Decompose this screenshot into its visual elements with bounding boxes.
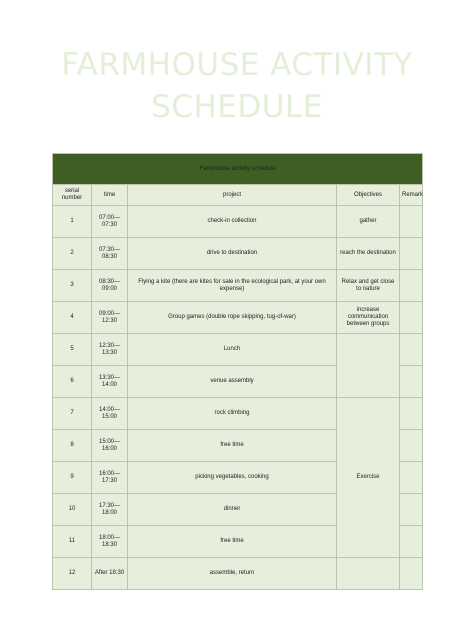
cell-remark (400, 494, 423, 526)
table-row (53, 398, 423, 430)
cell-objective: increase communication between groups (337, 302, 400, 334)
table-caption-row (53, 154, 423, 185)
cell-objective: Relax and get close to nature (337, 270, 400, 302)
cell-serial: 8 (53, 430, 92, 462)
page-title-line-1: FARMHOUSE ACTIVITY (61, 47, 413, 83)
cell-serial: 12 (53, 558, 92, 590)
cell-remark (400, 334, 423, 366)
cell-time: 07:00—07:30 (92, 206, 128, 238)
cell-remark (400, 462, 423, 494)
schedule-table (52, 153, 423, 590)
cell-time: 07:30—08:30 (92, 238, 128, 270)
cell-project: free time (128, 430, 337, 462)
table-row (53, 334, 423, 366)
page-title-line-2: SCHEDULE (151, 89, 323, 125)
cell-time: 12:30—13:30 (92, 334, 128, 366)
table-row (53, 558, 423, 590)
cell-time: 09:00—12:30 (92, 302, 128, 334)
cell-project: dinner (128, 494, 337, 526)
cell-project: Flying a kite (there are kites for sale in the ecological park, at your own expense) (128, 270, 337, 302)
cell-project: Lunch (128, 334, 337, 366)
cell-serial: 3 (53, 270, 92, 302)
header-project: project (128, 185, 337, 206)
cell-serial: 4 (53, 302, 92, 334)
cell-objective: gather (337, 206, 400, 238)
table-header-row (53, 185, 423, 206)
cell-time: 08:30—09:00 (92, 270, 128, 302)
table-row (53, 302, 423, 334)
cell-time: 17:30—18:00 (92, 494, 128, 526)
cell-objective (337, 558, 400, 590)
cell-project: check-in collection (128, 206, 337, 238)
cell-project: assemble, return (128, 558, 337, 590)
header-remark: Remark (400, 185, 423, 206)
cell-time: 18:00—18:30 (92, 526, 128, 558)
table-row (53, 206, 423, 238)
cell-project: Group games (double rope skipping, tug-of-war) (128, 302, 337, 334)
cell-project: drive to destination (128, 238, 337, 270)
cell-remark (400, 558, 423, 590)
cell-time: After 18:30 (92, 558, 128, 590)
cell-remark (400, 302, 423, 334)
cell-serial: 7 (53, 398, 92, 430)
cell-remark (400, 430, 423, 462)
cell-project: venue assembly (128, 366, 337, 398)
table-row (53, 238, 423, 270)
cell-serial: 6 (53, 366, 92, 398)
cell-objective-merged (337, 334, 400, 398)
page-title (0, 44, 474, 128)
cell-remark (400, 206, 423, 238)
cell-project: free time (128, 526, 337, 558)
cell-time: 14:00—15:00 (92, 398, 128, 430)
cell-time: 15:00—16:00 (92, 430, 128, 462)
header-time: time (92, 185, 128, 206)
cell-remark (400, 238, 423, 270)
cell-serial: 2 (53, 238, 92, 270)
cell-project: rock climbing (128, 398, 337, 430)
cell-serial: 5 (53, 334, 92, 366)
cell-time: 13:30—14:00 (92, 366, 128, 398)
cell-remark (400, 270, 423, 302)
cell-objective: reach the destination (337, 238, 400, 270)
cell-objective-exercise: Exercise (337, 398, 400, 558)
table-row (53, 270, 423, 302)
cell-remark (400, 398, 423, 430)
cell-project: picking vegetables, cooking (128, 462, 337, 494)
cell-remark (400, 366, 423, 398)
cell-remark (400, 526, 423, 558)
cell-serial: 10 (53, 494, 92, 526)
cell-serial: 11 (53, 526, 92, 558)
table-caption: Farmhouse activity schedule (53, 154, 423, 185)
header-serial-number: serial number (53, 185, 92, 206)
cell-time: 16:00—17:30 (92, 462, 128, 494)
header-objectives: Objectives (337, 185, 400, 206)
cell-serial: 1 (53, 206, 92, 238)
cell-serial: 9 (53, 462, 92, 494)
